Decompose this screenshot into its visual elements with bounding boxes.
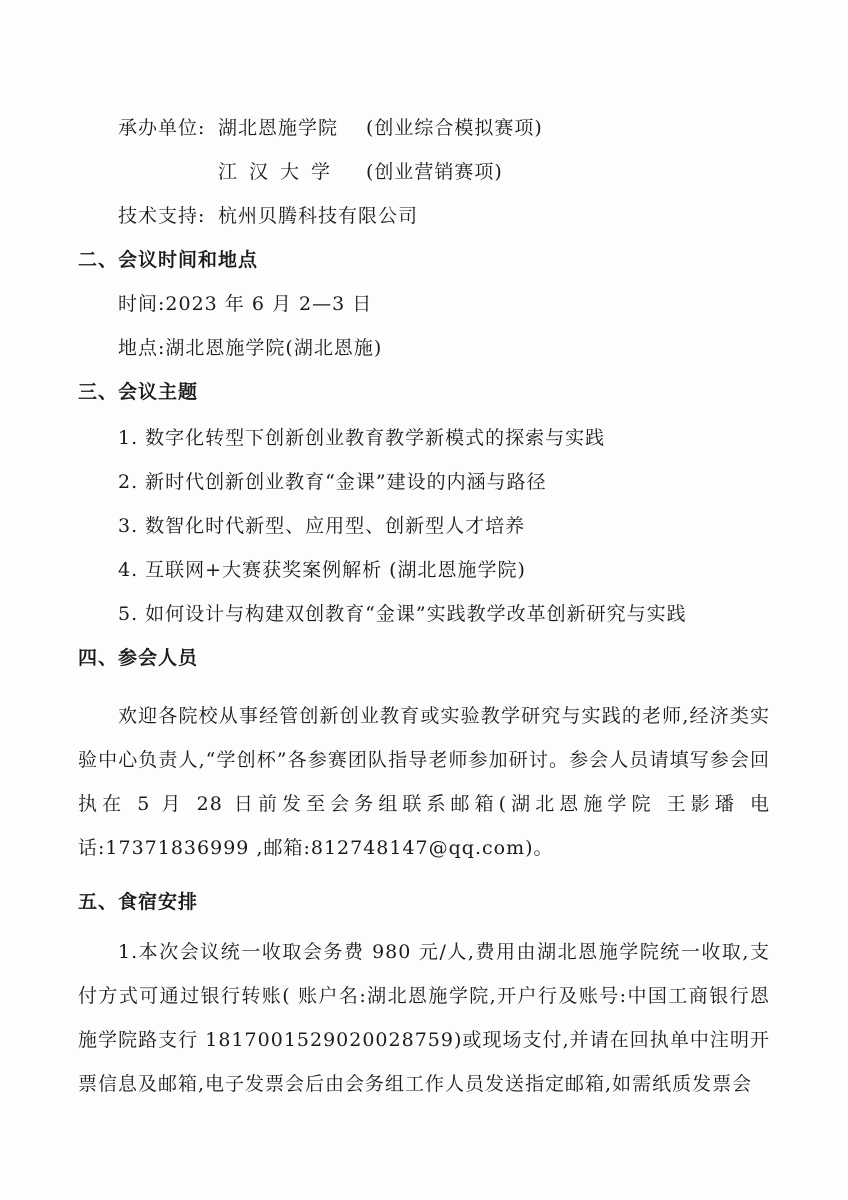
topic-item: 2. 新时代创新创业教育“金课”建设的内涵与路径 — [118, 471, 547, 493]
tech-support-name: 杭州贝腾科技有限公司 — [218, 205, 419, 227]
host-2-event: (创业营销赛项) — [366, 161, 503, 183]
attendees-paragraph: 欢迎各院校从事经管创新创业教育或实验教学研究与实践的老师,经济类实验中心负责人,“学创杯”各参赛团队指导老师参加研讨。参会人员请填写参会回执在 5 月 28 日前发至会务组联系邮箱(湖北恩施学院 王影璠 电话:17371836999 ,邮箱:812748147@qq.com)。 — [78, 705, 770, 859]
host-1-event: (创业综合模拟赛项) — [366, 117, 543, 139]
topic-item: 5. 如何设计与构建双创教育“金课”实践教学改革创新研究与实践 — [118, 603, 687, 625]
host-label: 承办单位: — [118, 117, 206, 139]
host-1-name: 湖北恩施学院 — [218, 117, 339, 139]
accommodation-paragraph: 1.本次会议统一收取会务费 980 元/人,费用由湖北恩施学院统一收取,支付方式可通过银行转账( 账户名:湖北恩施学院,开户行及账号:中国工商银行恩施学院路支行 1817001529020028759)或现场支付,并请在回执单中注明开票信息及邮箱,电子发票会后由会务组工作人员发送指定邮箱,如需纸质发票会 — [78, 941, 770, 1095]
host-2-name: 江汉大学 — [218, 161, 343, 183]
meeting-place: 地点:湖北恩施学院(湖北恩施) — [118, 337, 383, 359]
topic-item: 3. 数智化时代新型、应用型、创新型人才培养 — [118, 515, 526, 537]
topic-item: 4. 互联网+大赛获奖案例解析 (湖北恩施学院) — [118, 559, 526, 581]
section-3-heading: 三、会议主题 — [78, 381, 199, 403]
topic-item: 1. 数字化转型下创新创业教育教学新模式的探索与实践 — [118, 427, 606, 449]
section-2-heading: 二、会议时间和地点 — [78, 249, 259, 271]
meeting-time: 时间:2023 年 6 月 2—3 日 — [118, 293, 373, 315]
section-4-heading: 四、参会人员 — [78, 647, 199, 669]
tech-support-label: 技术支持: — [118, 205, 206, 227]
section-5-heading: 五、食宿安排 — [78, 891, 199, 913]
